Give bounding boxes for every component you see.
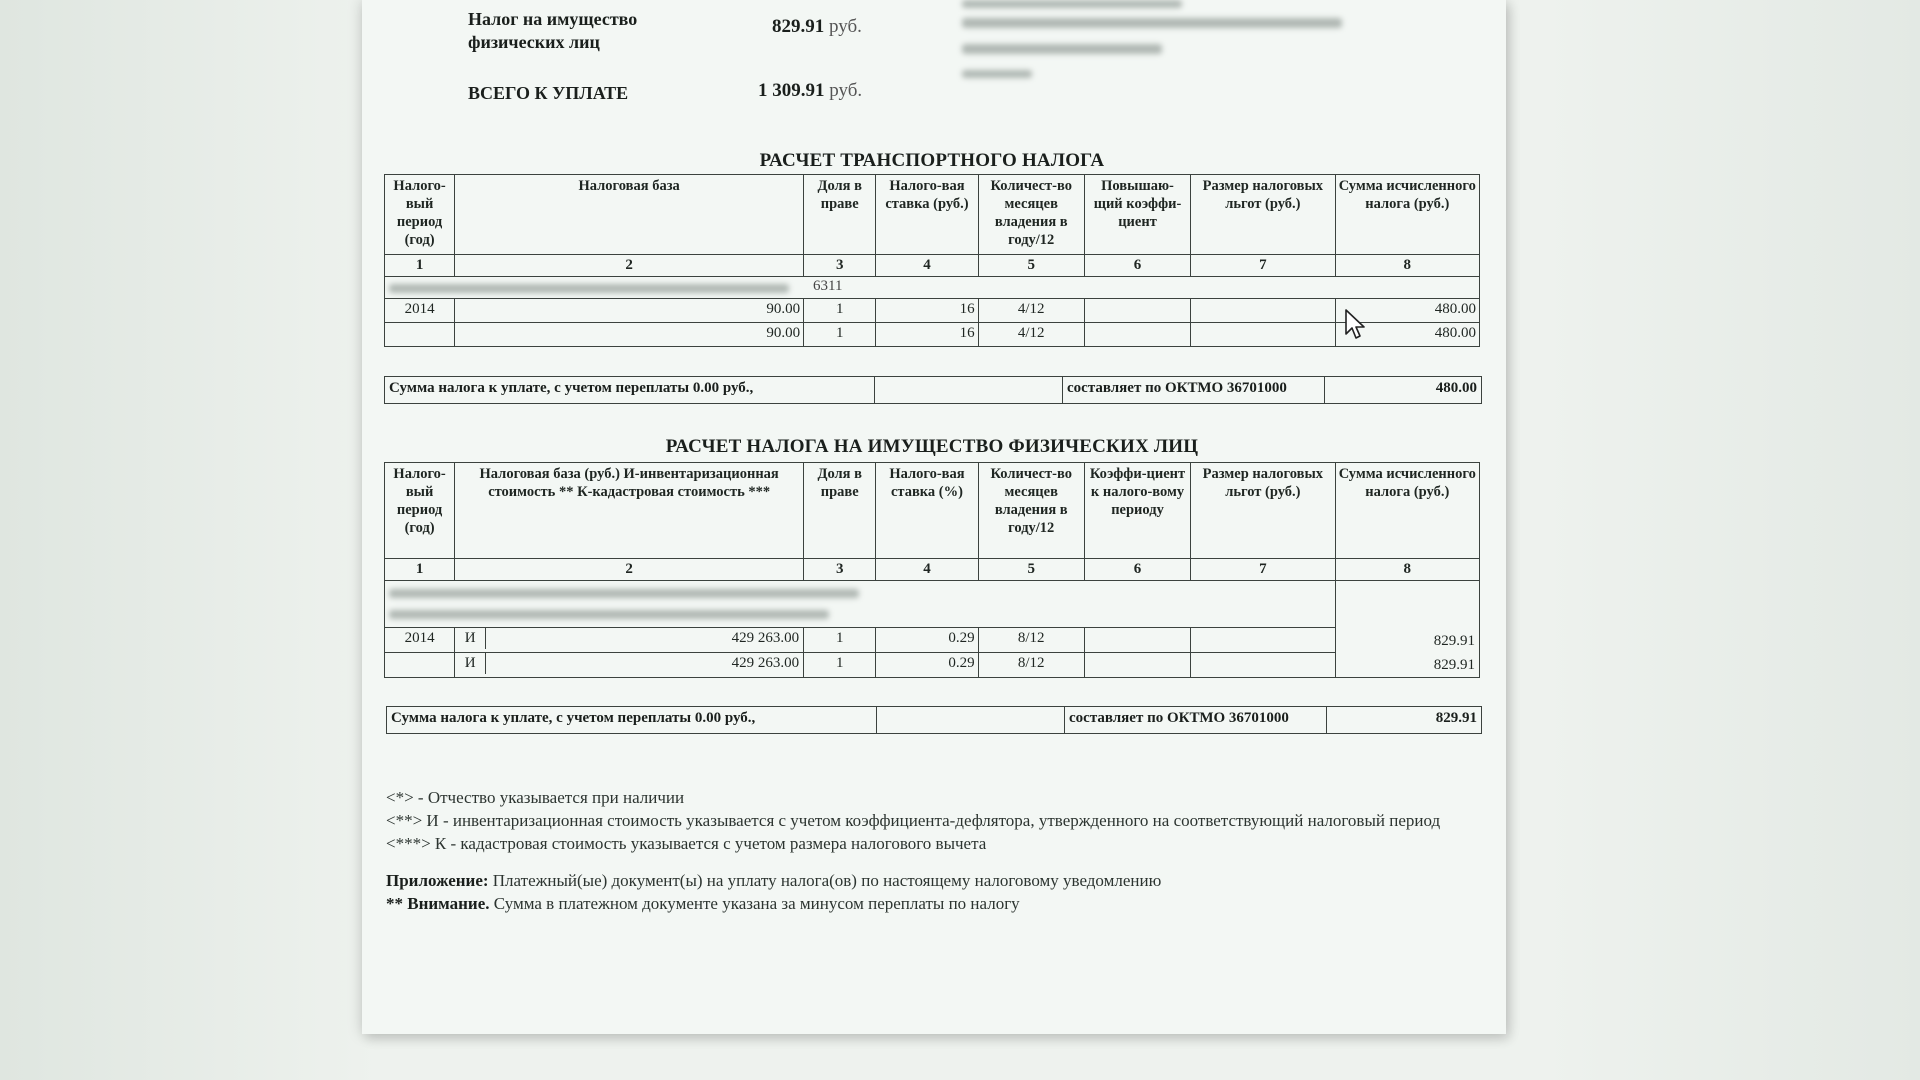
table-cell: 16 xyxy=(876,323,978,347)
table-cell xyxy=(455,628,804,653)
table-cell xyxy=(455,653,804,678)
table-cell: 16 xyxy=(876,299,978,323)
property-tax-label xyxy=(468,8,668,54)
empty-cell xyxy=(875,377,1063,403)
table-cell: 829.91 xyxy=(1433,633,1475,649)
column-number: 4 xyxy=(876,559,978,581)
redacted-text xyxy=(962,44,1162,54)
valuation-type: И xyxy=(455,653,486,674)
column-number: 7 xyxy=(1191,255,1335,277)
total-amount: 480.00 xyxy=(1435,380,1477,396)
column-header: Коэффи-циент к налого-вому периоду xyxy=(1084,463,1190,559)
table-cell: 4/12 xyxy=(978,323,1084,347)
appendix-label: Приложение: xyxy=(386,871,489,890)
table-cell: 1 xyxy=(804,628,876,653)
group-code: 6311 xyxy=(813,278,843,294)
column-number: 6 xyxy=(1084,559,1190,581)
column-header: Размер налоговых льгот (руб.) xyxy=(1191,463,1335,559)
property-tax-amount xyxy=(772,16,862,38)
column-header: Налоговая база xyxy=(455,175,804,255)
table-cell: 2014 xyxy=(385,628,455,653)
property-tax-table xyxy=(384,462,1480,678)
table-cell xyxy=(1191,628,1335,653)
table-cell: 0.29 xyxy=(876,628,978,653)
total-amount: 829.91 xyxy=(1435,710,1477,726)
vehicle-group-row xyxy=(385,277,1480,299)
column-header: Количест-во месяцев владения в году/12 xyxy=(978,175,1084,255)
column-number: 6 xyxy=(1084,255,1190,277)
property-total-row xyxy=(386,706,1482,734)
column-header: Доля в праве xyxy=(804,463,876,559)
table-cell xyxy=(1084,323,1190,347)
appendix-line xyxy=(386,869,1486,892)
table-cell: 90.00 xyxy=(455,323,804,347)
table-cell xyxy=(1191,299,1335,323)
column-header: Налого-вая ставка (руб.) xyxy=(876,175,978,255)
column-number: 5 xyxy=(978,255,1084,277)
tax-base: 429 263.00 xyxy=(731,630,800,647)
property-tax-label-line1: Налог на имущество xyxy=(468,9,638,29)
footnotes xyxy=(386,786,1486,915)
table-cell xyxy=(1191,323,1335,347)
table-cell: 2014 xyxy=(385,299,455,323)
column-header: Налого-вая ставка (%) xyxy=(876,463,978,559)
column-number: 2 xyxy=(455,559,804,581)
table-cell: 8/12 xyxy=(978,653,1084,678)
footnote-2: <**> И - инвентаризационная стоимость указывается с учетом коэффициента-дефлятора, утвержденного на соответствующий налоговый период xyxy=(386,811,1441,830)
total-amount xyxy=(758,80,862,102)
table-cell: 829.91 xyxy=(1433,657,1475,673)
warning-line xyxy=(386,892,1486,915)
property-tax-title: РАСЧЕТ НАЛОГА НА ИМУЩЕСТВО ФИЗИЧЕСКИХ ЛИЦ xyxy=(665,436,1199,457)
total-label: Сумма налога к уплате, с учетом переплаты 0.00 руб., xyxy=(387,707,877,733)
table-cell: 480.00 xyxy=(1335,323,1479,347)
valuation-type: И xyxy=(455,628,486,649)
table-cell xyxy=(1084,299,1190,323)
tax-base: 429 263.00 xyxy=(731,655,800,672)
redacted-text xyxy=(962,18,1342,28)
column-number: 5 xyxy=(978,559,1084,581)
table-cell: 1 xyxy=(804,299,876,323)
column-header: Размер налоговых льгот (руб.) xyxy=(1191,175,1335,255)
table-cell: 90.00 xyxy=(455,299,804,323)
column-header: Повышаю-щий коэффи-циент xyxy=(1084,175,1190,255)
footnote-3: <***> К - кадастровая стоимость указывается с учетом размера налогового вычета xyxy=(386,834,987,853)
table-cell: 8/12 xyxy=(978,628,1084,653)
column-header: Налоговая база (руб.) И-инвентаризационная стоимость ** К-кадастровая стоимость *** xyxy=(455,463,804,559)
table-cell xyxy=(385,653,455,678)
table-cell xyxy=(1084,653,1190,678)
column-header: Количест-во месяцев владения в году/12 xyxy=(978,463,1084,559)
table-cell xyxy=(385,323,455,347)
table-cell: 4/12 xyxy=(978,299,1084,323)
column-header: Сумма исчисленного налога (руб.) xyxy=(1335,463,1479,559)
mouse-cursor-icon xyxy=(1344,308,1366,340)
redacted-text xyxy=(962,0,1182,8)
tax-notice-page xyxy=(362,0,1506,1034)
redacted-text xyxy=(962,70,1032,78)
empty-cell xyxy=(877,707,1065,733)
total-label: Сумма налога к уплате, с учетом переплаты 0.00 руб., xyxy=(385,377,875,403)
sum-column xyxy=(1335,581,1479,678)
column-number: 8 xyxy=(1335,559,1479,581)
appendix-text: Платежный(ые) документ(ы) на уплату налога(ов) по настоящему налоговому уведомлению xyxy=(492,871,1162,890)
column-number: 1 xyxy=(385,255,455,277)
table-cell: 1 xyxy=(804,653,876,678)
warning-text: Сумма в платежном документе указана за минусом переплаты по налогу xyxy=(493,894,1020,913)
column-header: Сумма исчисленного налога (руб.) xyxy=(1335,175,1479,255)
column-number: 4 xyxy=(876,255,978,277)
oktmo-label: составляет по ОКТМО 36701000 xyxy=(1065,707,1327,733)
property-object-row xyxy=(385,581,1336,628)
table-cell xyxy=(1191,653,1335,678)
column-number: 3 xyxy=(804,559,876,581)
table-cell xyxy=(1084,628,1190,653)
total-label: ВСЕГО К УПЛАТЕ xyxy=(468,83,629,103)
transport-tax-table xyxy=(384,174,1480,347)
currency-label: руб. xyxy=(829,80,863,101)
column-number: 1 xyxy=(385,559,455,581)
table-cell: 0.29 xyxy=(876,653,978,678)
column-number: 3 xyxy=(804,255,876,277)
transport-total-row xyxy=(384,376,1482,404)
redacted-text xyxy=(389,589,859,598)
column-header: Доля в праве xyxy=(804,175,876,255)
transport-tax-title: РАСЧЕТ ТРАНСПОРТНОГО НАЛОГА xyxy=(759,150,1105,171)
column-header: Налого-вый период (год) xyxy=(385,463,455,559)
column-number: 2 xyxy=(455,255,804,277)
column-header: Налого-вый период (год) xyxy=(385,175,455,255)
redacted-text xyxy=(389,610,829,619)
footnote-1: <*> - Отчество указывается при наличии xyxy=(386,788,685,807)
property-tax-value: 829.91 xyxy=(772,16,825,37)
property-tax-label-line2: физических лиц xyxy=(468,32,600,52)
currency-label: руб. xyxy=(829,16,862,37)
redacted-text xyxy=(389,284,789,293)
table-cell: 1 xyxy=(804,323,876,347)
column-number: 7 xyxy=(1191,559,1335,581)
total-value: 1 309.91 xyxy=(758,80,825,101)
warning-label: ** Внимание. xyxy=(386,894,490,913)
column-number: 8 xyxy=(1335,255,1479,277)
oktmo-label: составляет по ОКТМО 36701000 xyxy=(1063,377,1325,403)
table-cell: 480.00 xyxy=(1335,299,1479,323)
